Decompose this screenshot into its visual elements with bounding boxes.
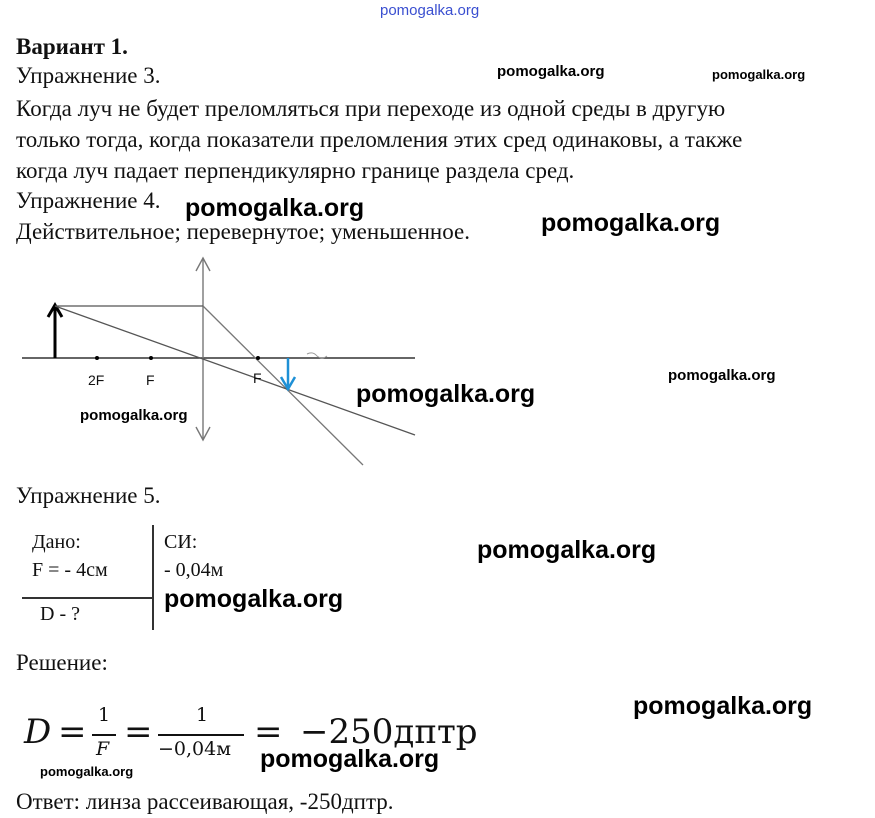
- watermark-top: pomogalka.org: [380, 2, 480, 19]
- watermark: pomogalka.org: [164, 585, 344, 613]
- watermark: pomogalka.org: [356, 380, 536, 408]
- solution-title: Решение:: [16, 650, 108, 675]
- ex4-answer: Действительное; перевернутое; уменьшенное.: [16, 219, 470, 244]
- given-label: Дано:: [32, 531, 81, 553]
- ex5-title: Упражнение 5.: [16, 483, 161, 508]
- watermark: pomogalka.org: [668, 367, 776, 384]
- watermark: pomogalka.org: [633, 692, 813, 720]
- final-answer: Ответ: линза рассеивающая, -250дптр.: [16, 789, 394, 814]
- ex3-line-3: когда луч падает перпендикулярно границе раздела сред.: [16, 158, 575, 183]
- frac2-den: −0,04м: [158, 738, 232, 760]
- label-2f: 2F: [88, 372, 105, 388]
- watermark: pomogalka.org: [541, 209, 721, 237]
- frac1-num: 1: [98, 704, 111, 726]
- si-value: - 0,04м: [164, 559, 224, 581]
- frac2-num: 1: [196, 704, 209, 726]
- given-table: [22, 525, 252, 635]
- given-value: F = - 4см: [32, 559, 108, 581]
- ex3-line-2: только тогда, когда показатели преломления этих сред одинаковы, а также: [16, 127, 743, 152]
- watermark: pomogalka.org: [185, 194, 365, 222]
- point-f-left: [149, 356, 153, 360]
- find-value: D - ?: [40, 603, 80, 625]
- point-2f: [95, 356, 99, 360]
- watermark: pomogalka.org: [80, 407, 188, 424]
- watermark: pomogalka.org: [260, 745, 440, 773]
- ex4-title: Упражнение 4.: [16, 188, 161, 213]
- ray-refracted: [203, 306, 363, 465]
- watermark: pomogalka.org: [40, 764, 134, 779]
- frac1-den: F: [96, 738, 110, 760]
- label-f-left: F: [146, 372, 155, 388]
- table-vertical-line: [152, 525, 154, 630]
- formula-result: −250дптр: [300, 712, 478, 752]
- variant-title: Вариант 1.: [16, 34, 128, 59]
- formula-eq-1: =: [58, 712, 87, 752]
- frac1-bar: [92, 734, 116, 736]
- formula-eq-2: =: [124, 712, 153, 752]
- ray-diagram: [15, 255, 435, 475]
- ex3-line-1: Когда луч не будет преломляться при переходе из одной среды в другую: [16, 96, 726, 121]
- label-f-right: F: [253, 370, 262, 386]
- watermark: pomogalka.org: [477, 536, 657, 564]
- formula-eq-3: =: [254, 712, 283, 752]
- watermark: pomogalka.org: [712, 67, 806, 82]
- watermark: pomogalka.org: [497, 63, 605, 80]
- formula-lhs: D: [24, 712, 52, 752]
- frac2-bar: [158, 734, 244, 736]
- ex3-title: Упражнение 3.: [16, 63, 161, 88]
- point-f-right: [256, 356, 260, 360]
- si-label: СИ:: [164, 531, 198, 553]
- table-horizontal-line: [22, 597, 152, 599]
